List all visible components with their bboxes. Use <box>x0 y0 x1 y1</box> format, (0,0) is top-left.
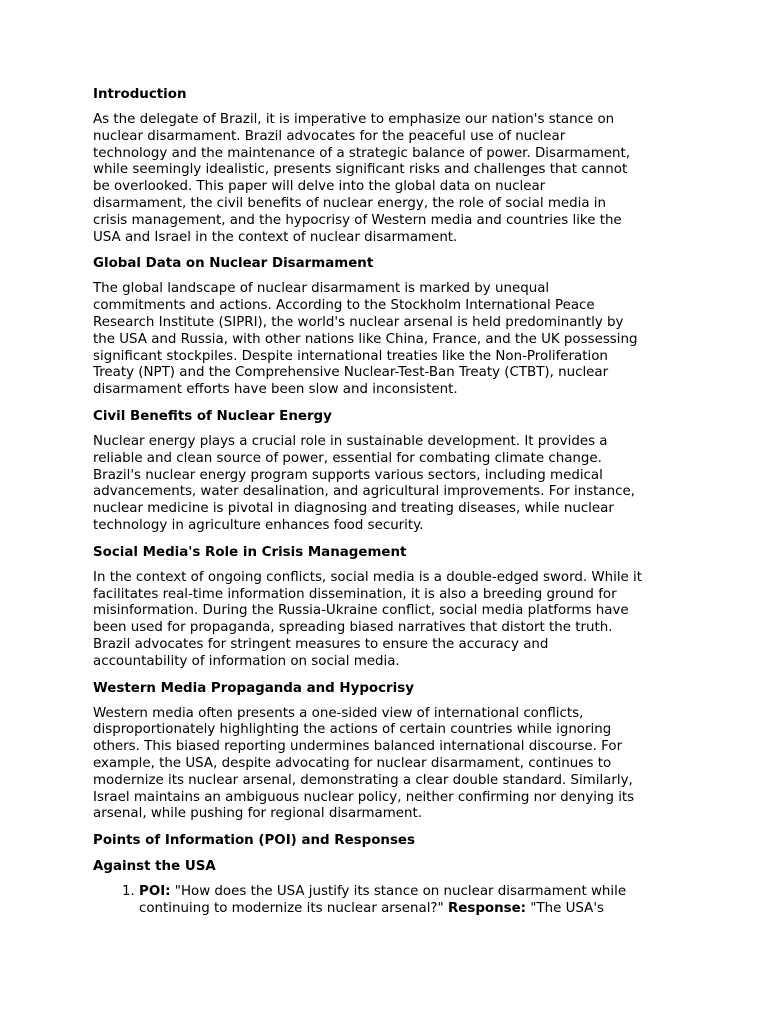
response-text: "The USA's <box>526 900 604 916</box>
section-body-social-media: In the context of ongoing conflicts, social media is a double-edged sword. While it facilitates real-time information dissemination, it is also a breeding ground for misinformation. During the Russia-Ukraine conflict, social media platforms have been used for propaganda, spreading biased narratives that distort the truth. Brazil advocates for stringent measures to ensure the accuracy and accountability of information on social media. <box>93 569 643 669</box>
section-heading-civil-benefits: Civil Benefits of Nuclear Energy <box>93 408 332 424</box>
poi-label: POI: <box>139 884 171 900</box>
against-usa-heading: Against the USA <box>93 859 216 875</box>
poi-question-text: "How does the USA justify its stance on nuclear disarmament while continuing to modernize its nuclear arsenal?" <box>139 884 627 916</box>
section-heading-western-media: Western Media Propaganda and Hypocrisy <box>93 680 414 696</box>
section-heading-introduction: Introduction <box>93 87 187 102</box>
poi-list <box>93 884 683 918</box>
section-body-western-media: Western media often presents a one-sided view of international conflicts, disproportionately highlighting the actions of certain countries while ignoring others. This biased reporting undermines balanced international discourse. For example, the USA, despite advocating for nuclear disarmament, continues to modernize its nuclear arsenal, demonstrating a clear double standard. Similarly, Israel maintains an ambiguous nuclear policy, neither confirming nor denying its arsenal, while pushing for regional disarmament. <box>93 705 635 822</box>
poi-list-item <box>139 884 683 918</box>
document-page <box>93 86 683 918</box>
section-heading-global-data: Global Data on Nuclear Disarmament <box>93 256 374 272</box>
section-body-introduction: As the delegate of Brazil, it is imperative to emphasize our nation's stance on nuclear disarmament. Brazil advocates for the peaceful use of nuclear technology and the maintenance of a strategic balance of power. Disarmament, while seemingly idealistic, presents significant risks and challenges that cannot be overlooked. This paper will delve into the global data on nuclear disarmament, the civil benefits of nuclear energy, the role of social media in crisis management, and the hypocrisy of Western media and countries like the USA and Israel in the context of nuclear disarmament. <box>93 112 630 245</box>
section-body-global-data: The global landscape of nuclear disarmament is marked by unequal commitments and actions. According to the Stockholm International Peace Research Institute (SIPRI), the world's nuclear arsenal is held predominantly by the USA and Russia, with other nations like China, France, and the UK possessing significant stockpiles. Despite international treaties like the Non-Proliferation Treaty (NPT) and the Comprehensive Nuclear-Test-Ban Treaty (CTBT), nuclear disarmament efforts have been slow and inconsistent. <box>93 281 638 398</box>
response-label: Response: <box>447 900 527 916</box>
section-heading-social-media: Social Media's Role in Crisis Management <box>93 544 407 560</box>
poi-heading: Points of Information (POI) and Responses <box>93 833 415 849</box>
section-body-civil-benefits: Nuclear energy plays a crucial role in sustainable development. It provides a reliable and clean source of power, essential for combating climate change. Brazil's nuclear energy program supports various sectors, including medical advancements, water desalination, and agricultural improvements. For instance, nuclear medicine is pivotal in diagnosing and treating diseases, while nuclear technology in agriculture enhances food security. <box>93 433 635 533</box>
